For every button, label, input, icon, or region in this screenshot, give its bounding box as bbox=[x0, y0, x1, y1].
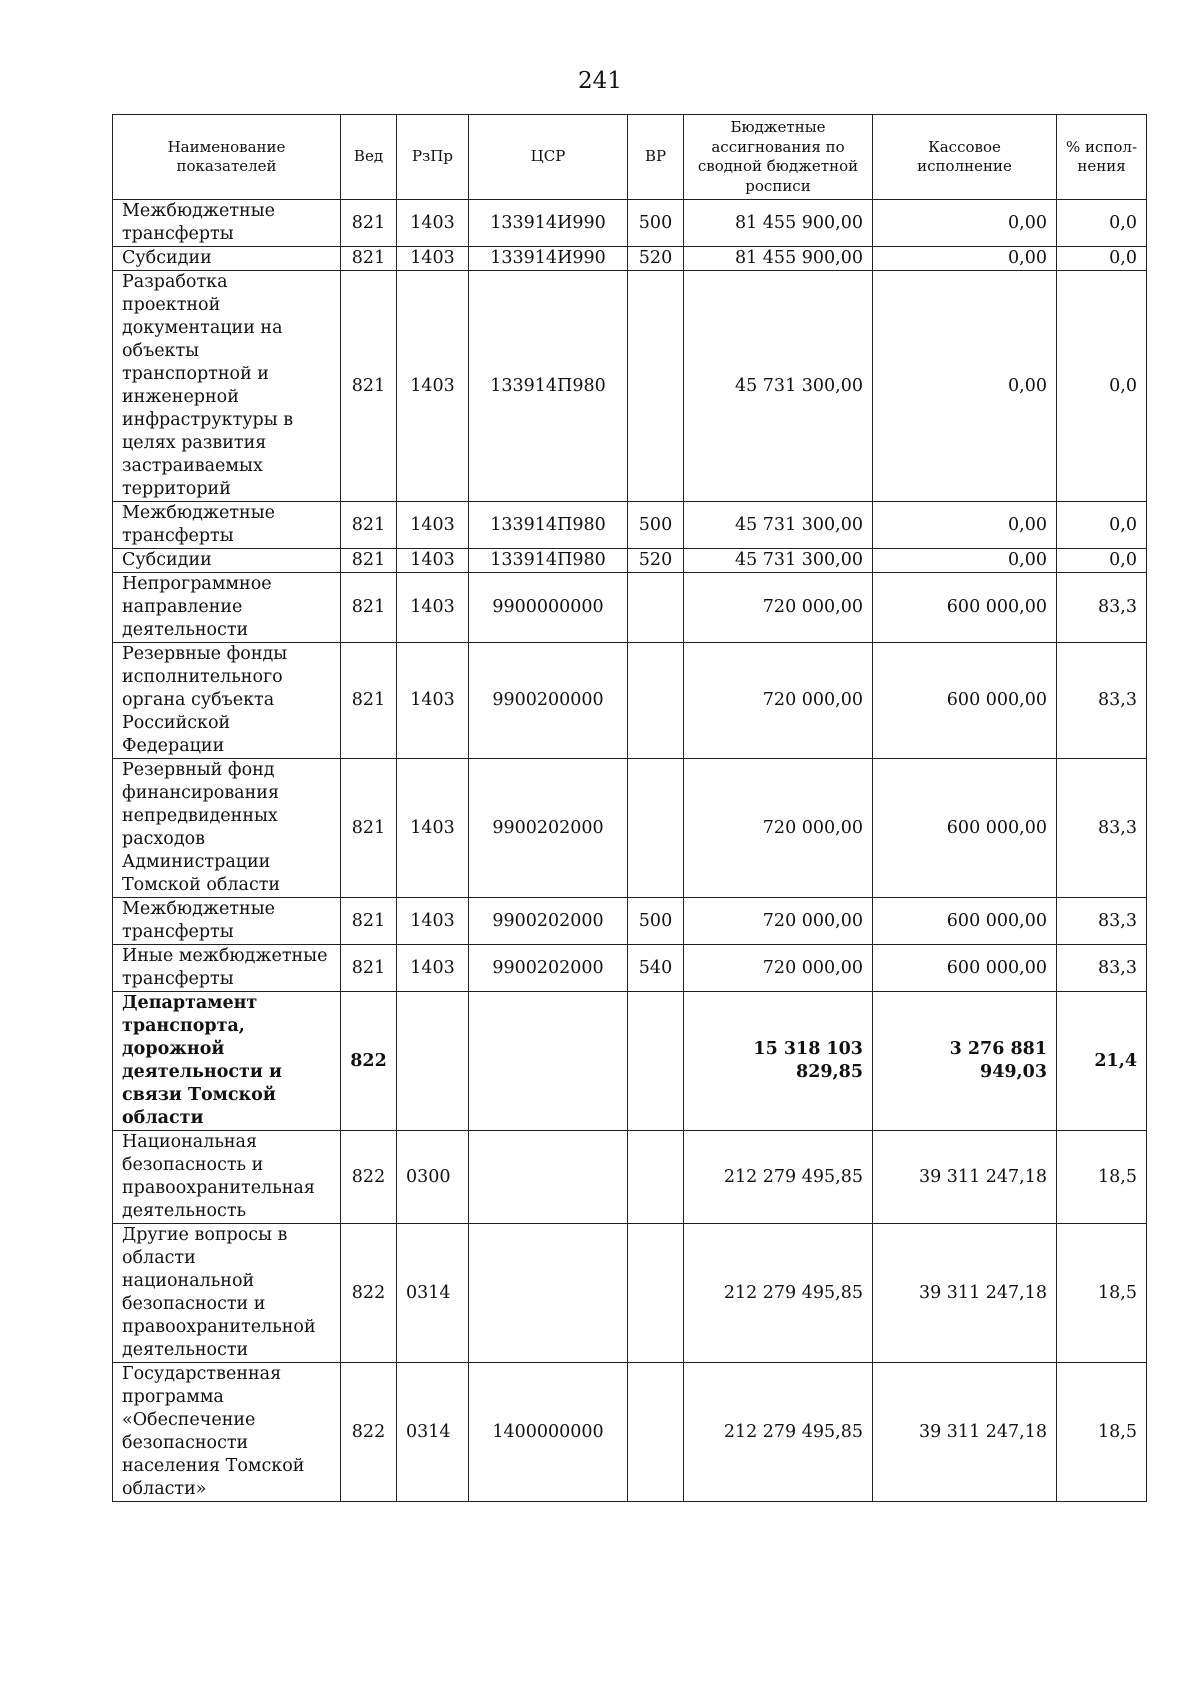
cell-rzpr bbox=[397, 992, 469, 1131]
cell-budget: 720 000,00 bbox=[684, 945, 873, 992]
cell-budget: 720 000,00 bbox=[684, 898, 873, 945]
cell-rzpr: 1403 bbox=[397, 502, 469, 549]
table-row bbox=[113, 992, 1147, 1131]
cell-csr bbox=[469, 1224, 628, 1363]
header-budget: Бюджетные ассигнования по сводной бюджетной росписи bbox=[684, 115, 873, 200]
cell-vr bbox=[628, 1363, 684, 1502]
cell-vr: 540 bbox=[628, 945, 684, 992]
table-row bbox=[113, 549, 1147, 573]
cell-budget: 720 000,00 bbox=[684, 643, 873, 759]
cell-budget: 212 279 495,85 bbox=[684, 1224, 873, 1363]
cell-budget: 720 000,00 bbox=[684, 573, 873, 643]
cell-cash: 0,00 bbox=[873, 549, 1057, 573]
cell-budget: 81 455 900,00 bbox=[684, 200, 873, 247]
cell-ved: 821 bbox=[341, 247, 397, 271]
cell-name: Межбюджетные трансферты bbox=[113, 502, 341, 549]
cell-vr bbox=[628, 759, 684, 898]
table-row bbox=[113, 945, 1147, 992]
table-row bbox=[113, 898, 1147, 945]
cell-ved: 821 bbox=[341, 502, 397, 549]
cell-vr: 500 bbox=[628, 200, 684, 247]
budget-table bbox=[112, 114, 1147, 1502]
cell-budget: 81 455 900,00 bbox=[684, 247, 873, 271]
cell-ved: 821 bbox=[341, 759, 397, 898]
header-ved: Вед bbox=[341, 115, 397, 200]
cell-pct: 0,0 bbox=[1057, 502, 1147, 549]
cell-vr bbox=[628, 992, 684, 1131]
header-cash: Кассовое исполнение bbox=[873, 115, 1057, 200]
cell-vr bbox=[628, 271, 684, 502]
cell-name: Резервный фонд финансирования непредвиденных расходов Администрации Томской области bbox=[113, 759, 341, 898]
cell-cash: 0,00 bbox=[873, 247, 1057, 271]
cell-name: Межбюджетные трансферты bbox=[113, 200, 341, 247]
cell-ved: 821 bbox=[341, 945, 397, 992]
cell-name: Разработка проектной документации на объекты транспортной и инженерной инфраструктуры в целях развития застраиваемых территорий bbox=[113, 271, 341, 502]
cell-csr: 133914И990 bbox=[469, 247, 628, 271]
table-row bbox=[113, 200, 1147, 247]
cell-rzpr: 0314 bbox=[397, 1224, 469, 1363]
cell-pct: 18,5 bbox=[1057, 1363, 1147, 1502]
cell-name: Резервные фонды исполнительного органа субъекта Российской Федерации bbox=[113, 643, 341, 759]
table-row bbox=[113, 1224, 1147, 1363]
cell-csr: 9900200000 bbox=[469, 643, 628, 759]
cell-cash: 0,00 bbox=[873, 271, 1057, 502]
table-row bbox=[113, 502, 1147, 549]
cell-csr: 9900202000 bbox=[469, 898, 628, 945]
cell-budget: 212 279 495,85 bbox=[684, 1363, 873, 1502]
cell-name: Субсидии bbox=[113, 247, 341, 271]
table-row bbox=[113, 247, 1147, 271]
cell-pct: 0,0 bbox=[1057, 247, 1147, 271]
cell-name: Иные межбюджетные трансферты bbox=[113, 945, 341, 992]
cell-ved: 821 bbox=[341, 898, 397, 945]
cell-csr: 133914П980 bbox=[469, 271, 628, 502]
cell-budget: 45 731 300,00 bbox=[684, 549, 873, 573]
cell-csr: 133914П980 bbox=[469, 549, 628, 573]
cell-csr: 1400000000 bbox=[469, 1363, 628, 1502]
cell-ved: 821 bbox=[341, 643, 397, 759]
cell-pct: 21,4 bbox=[1057, 992, 1147, 1131]
cell-cash: 600 000,00 bbox=[873, 945, 1057, 992]
cell-name: Государственная программа «Обеспечение безопасности населения Томской области» bbox=[113, 1363, 341, 1502]
cell-vr bbox=[628, 1131, 684, 1224]
cell-budget: 720 000,00 bbox=[684, 759, 873, 898]
cell-name: Непрограммное направление деятельности bbox=[113, 573, 341, 643]
cell-cash: 0,00 bbox=[873, 200, 1057, 247]
cell-rzpr: 1403 bbox=[397, 573, 469, 643]
cell-cash: 39 311 247,18 bbox=[873, 1363, 1057, 1502]
cell-vr: 520 bbox=[628, 549, 684, 573]
cell-csr bbox=[469, 1131, 628, 1224]
cell-csr: 133914П980 bbox=[469, 502, 628, 549]
cell-rzpr: 1403 bbox=[397, 898, 469, 945]
table-row bbox=[113, 759, 1147, 898]
cell-vr bbox=[628, 573, 684, 643]
cell-vr: 500 bbox=[628, 898, 684, 945]
cell-name: Департамент транспорта, дорожной деятельности и связи Томской области bbox=[113, 992, 341, 1131]
table-row bbox=[113, 573, 1147, 643]
cell-budget: 45 731 300,00 bbox=[684, 271, 873, 502]
cell-ved: 821 bbox=[341, 200, 397, 247]
cell-pct: 18,5 bbox=[1057, 1224, 1147, 1363]
cell-name: Другие вопросы в области национальной безопасности и правоохранительной деятельности bbox=[113, 1224, 341, 1363]
cell-rzpr: 1403 bbox=[397, 759, 469, 898]
table-row bbox=[113, 271, 1147, 502]
cell-pct: 83,3 bbox=[1057, 643, 1147, 759]
cell-rzpr: 1403 bbox=[397, 945, 469, 992]
cell-vr: 520 bbox=[628, 247, 684, 271]
cell-pct: 83,3 bbox=[1057, 898, 1147, 945]
cell-cash: 39 311 247,18 bbox=[873, 1131, 1057, 1224]
header-csr: ЦСР bbox=[469, 115, 628, 200]
cell-cash: 600 000,00 bbox=[873, 759, 1057, 898]
cell-budget: 45 731 300,00 bbox=[684, 502, 873, 549]
cell-rzpr: 1403 bbox=[397, 200, 469, 247]
table-row bbox=[113, 1363, 1147, 1502]
cell-ved: 822 bbox=[341, 1131, 397, 1224]
cell-rzpr: 0300 bbox=[397, 1131, 469, 1224]
page-number: 241 bbox=[578, 68, 622, 94]
cell-name: Субсидии bbox=[113, 549, 341, 573]
table-row bbox=[113, 643, 1147, 759]
header-rzpr: РзПр bbox=[397, 115, 469, 200]
cell-budget: 15 318 103 829,85 bbox=[684, 992, 873, 1131]
cell-rzpr: 1403 bbox=[397, 271, 469, 502]
cell-pct: 0,0 bbox=[1057, 200, 1147, 247]
cell-ved: 822 bbox=[341, 1224, 397, 1363]
cell-pct: 18,5 bbox=[1057, 1131, 1147, 1224]
header-vr: ВР bbox=[628, 115, 684, 200]
cell-pct: 83,3 bbox=[1057, 945, 1147, 992]
cell-csr: 9900202000 bbox=[469, 759, 628, 898]
cell-rzpr: 1403 bbox=[397, 643, 469, 759]
table-header-row bbox=[113, 115, 1147, 200]
cell-cash: 600 000,00 bbox=[873, 573, 1057, 643]
cell-vr bbox=[628, 643, 684, 759]
cell-pct: 0,0 bbox=[1057, 549, 1147, 573]
cell-ved: 822 bbox=[341, 992, 397, 1131]
cell-cash: 39 311 247,18 bbox=[873, 1224, 1057, 1363]
header-name: Наименование показателей bbox=[113, 115, 341, 200]
cell-rzpr: 1403 bbox=[397, 549, 469, 573]
cell-vr bbox=[628, 1224, 684, 1363]
cell-pct: 83,3 bbox=[1057, 759, 1147, 898]
cell-ved: 821 bbox=[341, 271, 397, 502]
cell-cash: 600 000,00 bbox=[873, 898, 1057, 945]
cell-rzpr: 0314 bbox=[397, 1363, 469, 1502]
header-pct: % испол-нения bbox=[1057, 115, 1147, 200]
cell-name: Национальная безопасность и правоохранительная деятельность bbox=[113, 1131, 341, 1224]
cell-cash: 3 276 881 949,03 bbox=[873, 992, 1057, 1131]
cell-rzpr: 1403 bbox=[397, 247, 469, 271]
cell-cash: 600 000,00 bbox=[873, 643, 1057, 759]
cell-vr: 500 bbox=[628, 502, 684, 549]
cell-ved: 822 bbox=[341, 1363, 397, 1502]
cell-csr: 9900202000 bbox=[469, 945, 628, 992]
cell-ved: 821 bbox=[341, 573, 397, 643]
cell-pct: 0,0 bbox=[1057, 271, 1147, 502]
cell-csr bbox=[469, 992, 628, 1131]
cell-cash: 0,00 bbox=[873, 502, 1057, 549]
cell-ved: 821 bbox=[341, 549, 397, 573]
cell-csr: 9900000000 bbox=[469, 573, 628, 643]
cell-csr: 133914И990 bbox=[469, 200, 628, 247]
cell-budget: 212 279 495,85 bbox=[684, 1131, 873, 1224]
cell-pct: 83,3 bbox=[1057, 573, 1147, 643]
table-row bbox=[113, 1131, 1147, 1224]
cell-name: Межбюджетные трансферты bbox=[113, 898, 341, 945]
